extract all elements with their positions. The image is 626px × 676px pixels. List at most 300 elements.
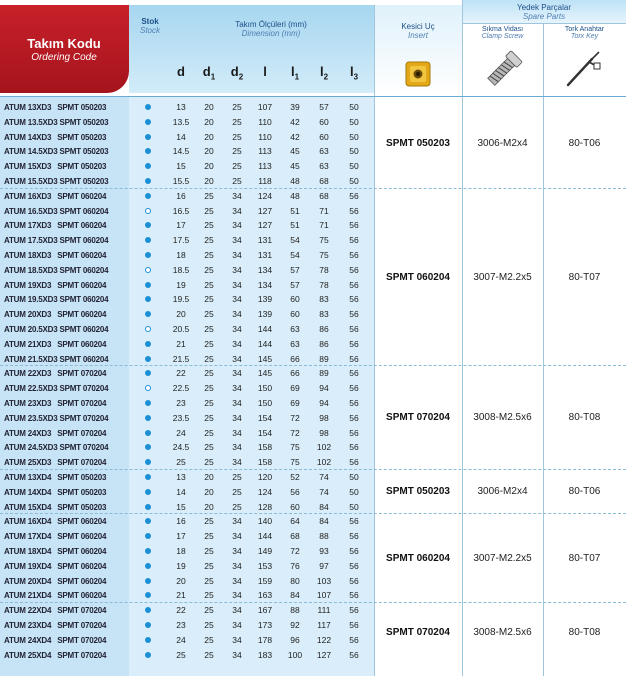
not-in-stock-dot [145,267,151,273]
stock-title: Stok [141,17,159,26]
table-row [0,218,374,233]
dimension-d1: 25 [204,605,214,616]
ordering-code: ATUM 22XD4 SPMT 070204 [4,606,107,616]
torx-key-title: Tork Anahtar [564,26,605,33]
dimension-l3: 50 [349,116,359,127]
dimension-l3: 56 [349,324,359,334]
table-row [0,307,374,322]
dimension-d2: 25 [232,116,242,127]
in-stock-dot [145,652,151,658]
dimension-l2: 102 [316,457,332,468]
spare-parts-header [462,0,626,23]
dimension-l3: 56 [349,250,359,260]
insert-code: SPMT 060204 [386,271,450,283]
dimension-l2: 71 [319,205,329,216]
ordering-code-title: Takım Kodu [27,36,101,51]
dimension-l3: 56 [349,649,359,660]
table-row [0,411,374,426]
dimension-l: 124 [257,486,273,497]
in-stock-dot [145,489,151,495]
dimension-d2: 34 [232,250,242,260]
table-row [0,115,374,130]
dimension-l2: 98 [319,427,329,438]
ordering-code: ATUM 17XD4 SPMT 060204 [4,532,107,542]
ordering-code: ATUM 16XD3 SPMT 060204 [4,191,107,201]
dimension-l1: 68 [290,531,300,542]
dimension-d: 13 [176,472,186,482]
insert-header [374,5,462,93]
dimension-d: 18.5 [172,264,190,275]
dimension-d2: 25 [232,472,242,482]
dimension-l3: 56 [349,264,359,275]
dimension-l1: 88 [290,605,300,616]
dimension-d1: 25 [204,457,214,468]
dimension-l2: 97 [319,560,329,571]
dimension-l: 134 [257,264,273,275]
dimension-d1: 20 [204,131,214,142]
dimension-l1: 54 [290,250,300,260]
dimension-d1: 25 [204,560,214,571]
in-stock-dot [145,370,151,376]
dimension-l1: 64 [290,516,300,527]
dimension-d1: 25 [204,531,214,542]
table-row [0,174,374,189]
clamp-screw-code: 3007-M2.2x5 [473,271,532,283]
dimension-d1: 20 [204,146,214,157]
dimension-l1: 57 [290,279,300,290]
dimension-l: 127 [257,220,273,231]
ordering-code: ATUM 13XD3 SPMT 050203 [4,103,107,112]
ordering-code: ATUM 24XD3 SPMT 070204 [4,428,107,438]
ordering-code: ATUM 20XD4 SPMT 060204 [4,576,107,586]
dimension-l2: 74 [319,472,329,482]
dimension-l3: 56 [349,383,359,394]
dimension-l: 144 [257,338,273,349]
dimension-l: 153 [257,560,273,571]
dimension-d2: 34 [232,338,242,349]
dimension-d: 22 [176,605,186,616]
dimension-l1: 72 [290,427,300,438]
dimension-d: 20.5 [172,324,190,334]
dimension-l3: 50 [349,176,359,186]
in-stock-dot [145,474,151,480]
dimension-l: 167 [257,605,273,616]
ordering-code: ATUM 23XD3 SPMT 070204 [4,399,107,408]
dimension-l3: 56 [349,620,359,630]
column-header-symbol: l [263,64,267,79]
dimension-d2: 34 [232,634,242,645]
torx-key-code: 80-T08 [568,626,601,638]
dimension-l2: 89 [319,368,329,379]
dimension-l3: 50 [349,131,359,142]
dimension-l: 173 [257,620,273,630]
group-separator [0,602,626,603]
dimension-l: 150 [257,398,273,408]
dimension-d: 25 [176,649,186,660]
dimension-d1: 25 [204,324,214,334]
dimension-l: 124 [257,190,273,201]
dimension-l: 158 [257,442,273,453]
dimension-l1: 54 [290,235,300,246]
column-header [252,64,278,79]
dimension-l3: 50 [349,486,359,497]
dimension-d1: 25 [204,205,214,216]
dimension-l2: 94 [319,383,329,394]
table-row [0,470,374,485]
dimension-d2: 25 [232,501,242,512]
dimension-l3: 56 [349,560,359,571]
dimension-d1: 25 [204,338,214,349]
spare-parts-subtitle: Spare Parts [522,12,566,21]
insert-code: SPMT 070204 [386,626,450,638]
dimension-d: 19 [176,279,186,290]
dimension-d: 19 [176,560,186,571]
table-row [0,514,374,529]
dimension-d1: 25 [204,264,214,275]
dimension-d: 21.5 [172,353,190,364]
torx-key-code: 80-T07 [568,271,601,283]
dimension-d2: 34 [232,546,242,556]
dimension-l: 128 [257,501,273,512]
ordering-code: ATUM 15.5XD3 SPMT 050203 [4,177,109,186]
torx-key-code: 80-T06 [568,138,601,150]
column-header-symbol: l [290,64,295,79]
ordering-code: ATUM 15XD4 SPMT 050203 [4,502,107,512]
dimension-d1: 25 [204,442,214,453]
column-header [196,64,222,82]
dimension-d2: 34 [232,383,242,394]
dimension-l2: 103 [316,575,332,586]
table-row [0,337,374,352]
dimension-l2: 86 [319,338,329,349]
dimension-d: 22 [176,368,186,379]
dimension-d1: 25 [204,190,214,201]
dimension-d1: 25 [204,383,214,394]
dimension-d2: 34 [232,190,242,201]
in-stock-dot [145,119,151,125]
dimension-l1: 92 [290,620,300,630]
dimension-l: 144 [257,324,273,334]
in-stock-dot [145,163,151,169]
dimension-d1: 25 [204,575,214,586]
dimension-l3: 50 [349,472,359,482]
stock-subtitle: Stock [139,26,160,35]
dimension-l2: 71 [319,220,329,231]
ordering-code: ATUM 22.5XD3 SPMT 070204 [4,384,109,394]
in-stock-dot [145,578,151,584]
dimension-l1: 42 [290,131,300,142]
table-row [0,292,374,307]
table-row [0,381,374,396]
dimension-l2: 122 [316,634,332,645]
dimension-l1: 75 [290,442,300,453]
dimension-d: 14 [176,131,186,142]
dimension-d2: 34 [232,235,242,246]
dimension-d2: 25 [232,102,242,112]
ordering-code: ATUM 14.5XD3 SPMT 050203 [4,147,109,157]
table-row [0,426,374,441]
clamp-screw-header [462,23,543,93]
dimension-l1: 80 [290,575,300,586]
table-row [0,485,374,500]
clamp-screw-code: 3008-M2.5x6 [473,412,532,424]
dimension-d1: 20 [204,486,214,497]
dimension-l2: 88 [319,531,329,542]
not-in-stock-dot [145,208,151,214]
dimension-l3: 50 [349,146,359,157]
dimension-d2: 25 [232,161,242,172]
dimension-l1: 57 [290,264,300,275]
dimension-l1: 69 [290,398,300,408]
ordering-code: ATUM 24.5XD3 SPMT 070204 [4,443,109,453]
dimension-l: 183 [257,649,273,660]
in-stock-dot [145,607,151,613]
dimension-d: 24 [176,634,186,645]
column-header-symbol: d [230,64,239,79]
table-row [0,648,374,663]
dimension-l: 145 [257,353,273,364]
in-stock-dot [145,592,151,598]
ordering-code: ATUM 17.5XD3 SPMT 060204 [4,236,109,246]
dimension-d1: 25 [204,250,214,260]
dimension-d1: 25 [204,220,214,231]
dimension-d2: 34 [232,620,242,630]
dimension-l2: 102 [316,442,332,453]
dimension-d2: 34 [232,605,242,616]
dimension-l1: 96 [290,634,300,645]
dimension-l2: 83 [319,309,329,320]
group-separator [0,513,626,514]
ordering-code: ATUM 25XD3 SPMT 070204 [4,458,107,468]
column-header [168,64,194,79]
ordering-code: ATUM 23XD4 SPMT 070204 [4,621,107,630]
torx-key-image [564,45,604,89]
dimension-d1: 20 [204,116,214,127]
ordering-code: ATUM 20.5XD3 SPMT 060204 [4,325,109,334]
dimension-d2: 25 [232,131,242,142]
dimension-d2: 34 [232,264,242,275]
table-row [0,278,374,293]
dimension-l: 145 [257,368,273,379]
dimension-l: 139 [257,309,273,320]
dimension-d: 15 [176,161,186,172]
dimension-l: 131 [257,235,273,246]
column-header [341,64,367,82]
dimension-d2: 34 [232,368,242,379]
dimension-d1: 25 [204,620,214,630]
dimension-l3: 50 [349,102,359,112]
dimension-d1: 25 [204,590,214,601]
dimension-d: 20 [176,575,186,586]
dimension-l2: 60 [319,131,329,142]
dimension-l1: 45 [290,161,300,172]
in-stock-dot [145,504,151,510]
dimension-l: 154 [257,412,273,423]
table-row [0,500,374,515]
not-in-stock-dot [145,326,151,332]
dimension-l1: 63 [290,338,300,349]
insert-code: SPMT 050203 [386,138,450,150]
dimension-l3: 56 [349,220,359,231]
dimension-l3: 56 [349,353,359,364]
in-stock-dot [145,296,151,302]
dimension-l1: 66 [290,368,300,379]
dimension-d2: 34 [232,531,242,542]
torx-key-code: 80-T08 [568,412,601,424]
dimensions-header [168,20,374,38]
table-row [0,559,374,574]
dimension-d2: 34 [232,560,242,571]
stock-header [135,17,165,35]
dimension-d1: 25 [204,368,214,379]
dimension-l1: 75 [290,457,300,468]
ordering-code-subtitle: Ordering Code [31,52,97,63]
dimension-l1: 72 [290,412,300,423]
table-row [0,529,374,544]
dimension-l2: 107 [316,590,332,601]
column-header-symbol: d [177,64,185,79]
dimension-d2: 34 [232,220,242,231]
dimension-l2: 84 [319,516,329,527]
table-row [0,189,374,204]
dimensions-subtitle: Dimension (mm) [241,29,301,38]
ordering-code: ATUM 22XD3 SPMT 070204 [4,369,107,379]
dimension-l3: 56 [349,412,359,423]
column-header [311,64,337,82]
in-stock-dot [145,311,151,317]
dimension-l2: 63 [319,161,329,172]
dimension-d: 20 [176,309,186,320]
dimension-l3: 56 [349,427,359,438]
dimension-d: 17.5 [172,235,190,246]
dimension-l1: 60 [290,294,300,305]
dimension-d: 16 [176,190,186,201]
dimension-d1: 25 [204,294,214,305]
dimension-l2: 84 [319,501,329,512]
dimension-l3: 56 [349,516,359,527]
dimension-l: 139 [257,294,273,305]
column-header-subscript: 2 [323,72,329,82]
dimension-l: 144 [257,531,273,542]
dimension-d2: 34 [232,516,242,527]
dimension-l1: 72 [290,546,300,556]
in-stock-dot [145,341,151,347]
dimension-d: 16.5 [172,205,190,216]
column-header-symbol: d [202,64,211,79]
dimension-d: 22.5 [172,383,190,394]
in-stock-dot [145,193,151,199]
table-row [0,263,374,278]
dimension-l: 150 [257,383,273,394]
column-header [282,64,308,82]
dimension-l: 131 [257,250,273,260]
dimension-l2: 75 [319,235,329,246]
dimension-d1: 25 [204,353,214,364]
dimension-l1: 48 [290,190,300,201]
dimension-l1: 63 [290,324,300,334]
ordering-code: ATUM 21XD3 SPMT 060204 [4,339,107,349]
dimension-d1: 25 [204,634,214,645]
dimension-d1: 25 [204,412,214,423]
group-separator [0,365,626,366]
dimension-l1: 42 [290,116,300,127]
dimension-d: 23.5 [172,412,190,423]
dimension-d2: 34 [232,412,242,423]
in-stock-dot [145,563,151,569]
dimension-l3: 56 [349,279,359,290]
dimension-l2: 98 [319,412,329,423]
dimension-d2: 34 [232,649,242,660]
table-row [0,159,374,174]
in-stock-dot [145,252,151,258]
dimension-d1: 25 [204,546,214,556]
table-row [0,603,374,618]
dimension-d: 15 [176,501,186,512]
ordering-code: ATUM 23.5XD3 SPMT 070204 [4,413,109,423]
dimension-l3: 50 [349,501,359,512]
dimension-l: 140 [257,516,273,527]
ordering-code: ATUM 14XD4 SPMT 050203 [4,487,107,497]
in-stock-dot [145,148,151,154]
dimension-l3: 56 [349,294,359,305]
dimension-d: 17 [176,531,186,542]
dimension-l1: 69 [290,383,300,394]
dimension-d: 13 [176,102,186,112]
table-row [0,455,374,470]
in-stock-dot [145,548,151,554]
table-row [0,144,374,159]
dimension-l3: 56 [349,634,359,645]
table-row [0,248,374,263]
not-in-stock-dot [145,385,151,391]
dimension-d1: 25 [204,398,214,408]
insert-code: SPMT 050203 [386,486,450,498]
dimension-d1: 20 [204,472,214,482]
dimension-l1: 45 [290,146,300,157]
dimension-l3: 50 [349,161,359,172]
dimension-l1: 60 [290,501,300,512]
dimension-l: 149 [257,546,273,556]
ordering-code: ATUM 17XD3 SPMT 060204 [4,221,107,231]
in-stock-dot [145,282,151,288]
dimension-d1: 25 [204,235,214,246]
dimension-l: 159 [257,575,273,586]
dimension-d2: 34 [232,442,242,453]
dimension-d2: 34 [232,575,242,586]
clamp-screw-code: 3006-M2x4 [477,486,528,498]
table-row [0,574,374,589]
dimension-l1: 56 [290,486,300,497]
dimension-l3: 56 [349,531,359,542]
dimension-d2: 34 [232,205,242,216]
ordering-code: ATUM 19XD4 SPMT 060204 [4,561,107,571]
dimension-l1: 51 [290,220,300,231]
ordering-code: ATUM 18XD3 SPMT 060204 [4,251,107,260]
in-stock-dot [145,518,151,524]
in-stock-dot [145,104,151,110]
dimension-d: 14 [176,486,186,497]
dimension-d1: 20 [204,161,214,172]
dimension-l1: 84 [290,590,300,601]
table-row [0,130,374,145]
ordering-code: ATUM 25XD4 SPMT 070204 [4,650,107,660]
dimension-d2: 34 [232,457,242,468]
insert-subtitle: Insert [407,31,428,40]
dimension-l3: 56 [349,235,359,246]
in-stock-dot [145,444,151,450]
in-stock-dot [145,134,151,140]
in-stock-dot [145,622,151,628]
